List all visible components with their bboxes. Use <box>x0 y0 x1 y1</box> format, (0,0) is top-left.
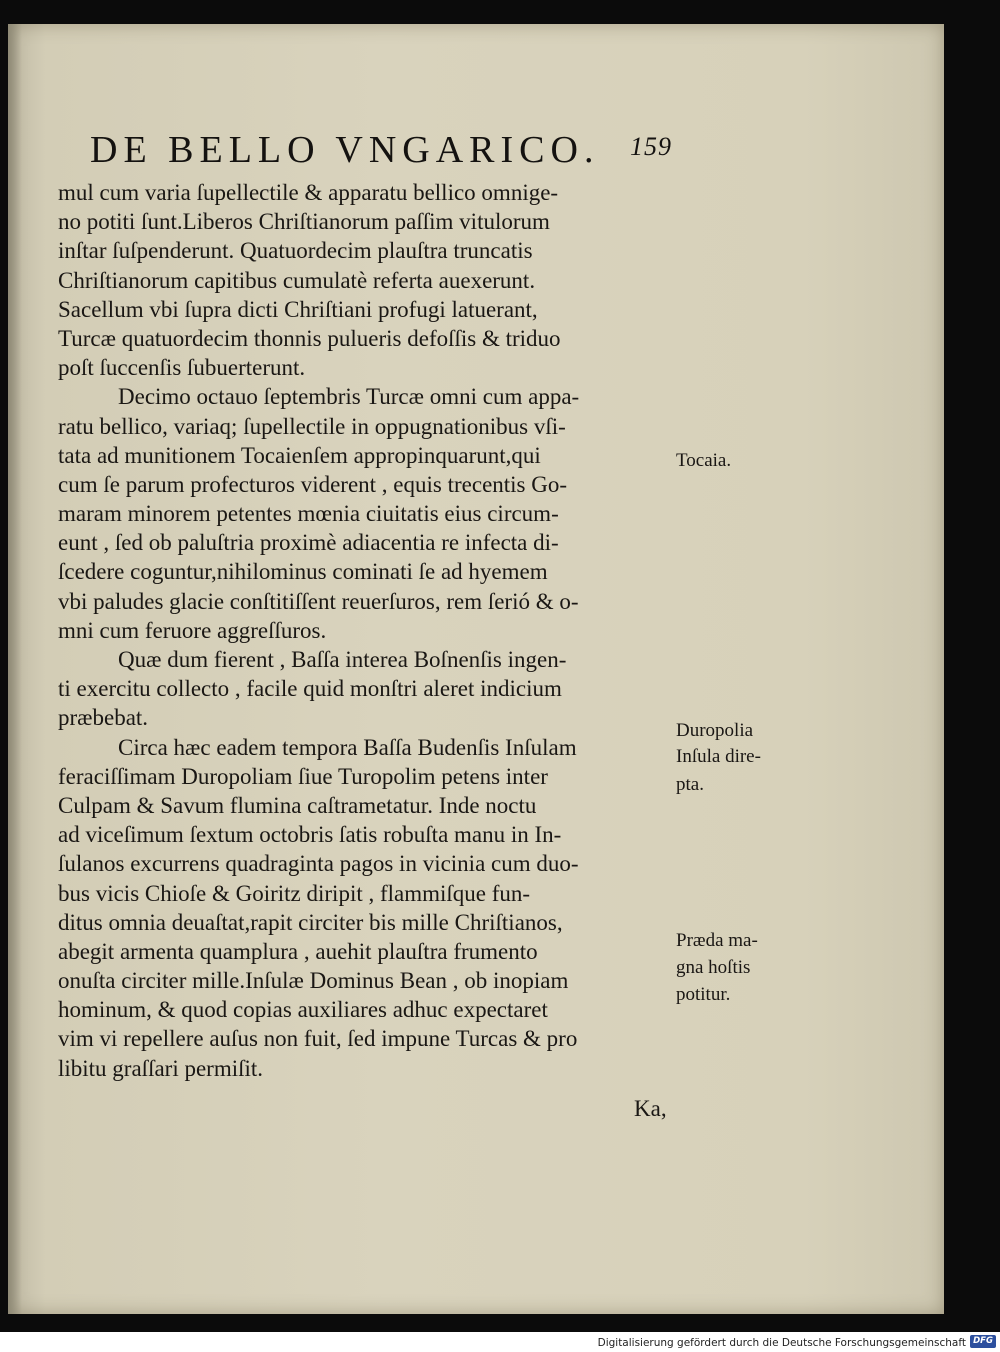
running-head <box>90 128 690 178</box>
line-text: Turcæ quatuordecim thonnis pulueris defoſſis & triduo <box>58 325 561 351</box>
text-line <box>58 557 688 586</box>
text-line <box>58 266 688 295</box>
line-text: no potiti ſunt.Liberos Chriſtianorum paſſim vitulorum <box>58 209 550 235</box>
line-text: onuſta circiter mille.Inſulæ Dominus Bean , ob inopiam <box>58 968 569 994</box>
line-text: cum ſe parum profecturos viderent , equis trecentis Go- <box>58 471 568 497</box>
text-line <box>58 966 688 995</box>
line-text: ti exercitu collecto , facile quid monſtri aleret indicium <box>58 676 562 702</box>
line-text: præbebat. <box>58 705 149 731</box>
line-text: libitu graſſari permiſit. <box>58 1055 264 1081</box>
line-text: abegit armenta quamplura , auehit plauſtra frumento <box>58 938 538 964</box>
margin-note: Duropolia <box>676 720 754 741</box>
line-text: vim vi repellere auſus non fuit, ſed impune Turcas & pro <box>58 1026 578 1052</box>
text-line <box>58 674 688 703</box>
catchword: Ka, <box>634 1096 667 1121</box>
margin-note: pta. <box>676 774 704 795</box>
text-line <box>58 207 688 236</box>
text-line <box>58 412 688 441</box>
line-text: Decimo octauo ſeptembris Turcæ omni cum appa- <box>118 384 580 410</box>
line-text: Quæ dum fierent , Baſſa interea Boſnenſis ingen- <box>118 647 567 672</box>
page-number: 159 <box>630 132 672 161</box>
margin-note: Tocaia. <box>676 450 732 471</box>
text-line <box>58 470 688 499</box>
text-line <box>58 937 688 966</box>
line-text: hominum, & quod copias auxiliares adhuc expectaret <box>58 997 548 1023</box>
line-text: eunt , ſed ob paluſtria proximè adiacentia re infecta di- <box>58 530 559 556</box>
text-line <box>58 587 688 616</box>
paragraph-start-line <box>58 382 688 411</box>
line-text: ditus omnia deuaſtat,rapit circiter bis mille Chriſtianos, <box>58 909 563 935</box>
paragraph-start-line <box>58 645 688 674</box>
line-text: ad viceſimum ſextum octobris ſatis robuſta manu in In- <box>58 822 562 848</box>
line-text: bus vicis Chioſe & Goiritz diripit , flammiſque fun- <box>58 880 531 906</box>
funding-credit: Digitalisierung gefördert durch die Deutsche Forschungsgemeinschaft <box>597 1337 966 1349</box>
line-text: Sacellum vbi ſupra dicti Chriſtiani profugi latuerant, <box>58 296 538 322</box>
text-line <box>58 879 688 908</box>
line-text: mni cum feruore aggreſſuros. <box>58 617 327 643</box>
body-text <box>58 178 688 1083</box>
text-line <box>58 528 688 557</box>
text-line <box>58 178 688 207</box>
text-line <box>58 849 688 878</box>
text-line <box>58 791 688 820</box>
line-text: ſulanos excurrens quadraginta pagos in vicinia cum duo- <box>58 851 579 877</box>
line-text: Chriſtianorum capitibus cumulatè referta auexerunt. <box>58 267 536 293</box>
line-text: ſcedere coguntur,nihilominus cominati ſe ad hyemem <box>58 559 548 585</box>
margin-note: Inſula dire- <box>676 746 761 767</box>
line-text: tata ad munitionem Tocaienſem appropinquarunt,qui <box>58 442 541 468</box>
text-line <box>58 762 688 791</box>
line-text: inſtar ſuſpenderunt. Quatuordecim plauſtra truncatis <box>58 238 533 264</box>
text-line <box>58 236 688 265</box>
text-line <box>58 441 688 470</box>
dfg-logo: DFG <box>970 1335 996 1348</box>
text-line <box>58 1024 688 1053</box>
line-text: maram minorem petentes mœnia ciuitatis eius circum- <box>58 501 559 527</box>
margin-note: Præda ma- <box>676 930 758 951</box>
text-line <box>58 616 688 645</box>
line-text: Culpam & Savum flumina caſtrametatur. Inde noctu <box>58 792 537 818</box>
paragraph-start-line <box>58 733 688 762</box>
text-line <box>58 820 688 849</box>
text-line <box>58 499 688 528</box>
line-text: poſt ſuccenſis ſubuerterunt. <box>58 355 306 381</box>
text-line <box>58 353 688 382</box>
margin-note: potitur. <box>676 984 731 1005</box>
line-text: Circa hæc eadem tempora Baſſa Budenſis Inſulam <box>118 734 577 760</box>
margin-note: gna hoſtis <box>676 957 751 978</box>
text-line <box>58 703 688 732</box>
line-text: ratu bellico, variaq; ſupellectile in oppugnationibus vſi- <box>58 413 566 439</box>
line-text: mul cum varia ſupellectile & apparatu bellico omnige- <box>58 180 559 205</box>
text-line <box>58 324 688 353</box>
running-head-title: DE BELLO VNGARICO. <box>90 129 600 171</box>
text-line <box>58 1054 688 1083</box>
text-line <box>58 995 688 1024</box>
line-text: vbi paludes glacie conſtitiſſent reuerſuros, rem ſerió & o- <box>58 588 579 614</box>
line-text: feraciſſimam Duropoliam ſiue Turopolim petens inter <box>58 763 548 789</box>
text-line <box>58 295 688 324</box>
page-gutter-shadow <box>8 24 22 1314</box>
text-line <box>58 908 688 937</box>
